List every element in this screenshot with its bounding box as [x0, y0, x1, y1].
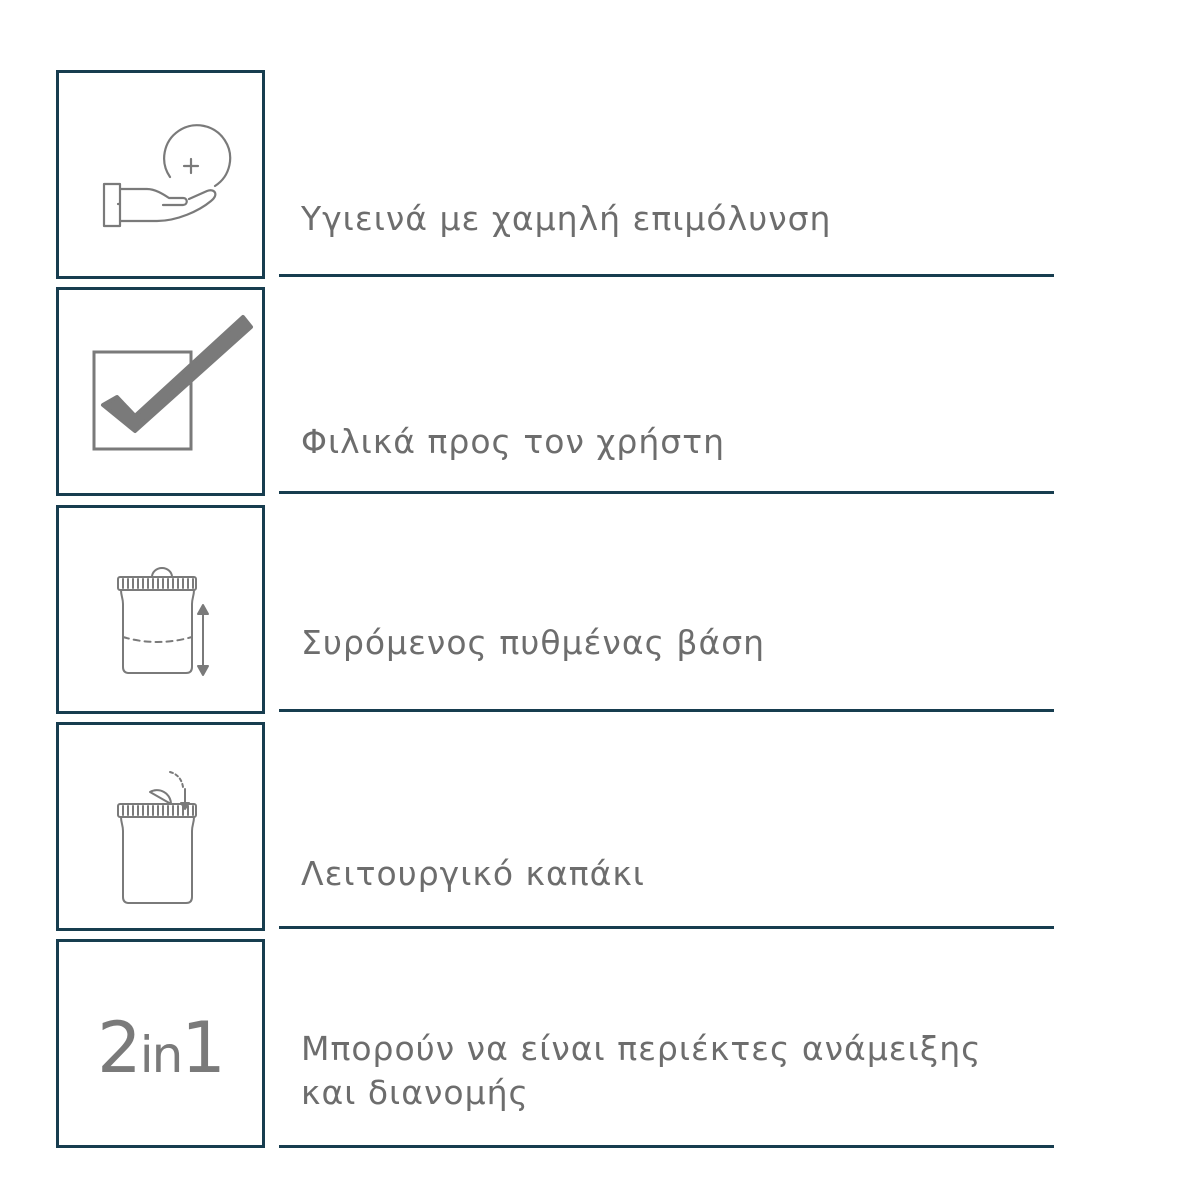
feature-row-sliding-base	[56, 505, 1054, 712]
feature-row-hygiene	[56, 70, 1054, 277]
feature-row-user-friendly	[56, 287, 1054, 494]
icon-frame	[56, 70, 265, 279]
feature-label-line: και διανομής	[301, 1073, 529, 1112]
feature-label: Συρόμενος πυθμένας βάση	[301, 623, 766, 662]
feature-label-line: Μπορούν να είναι περιέκτες ανάμειξης	[301, 1029, 982, 1068]
divider-line	[279, 926, 1054, 929]
divider-line	[279, 491, 1054, 494]
checkbox-check-icon	[59, 290, 262, 493]
two-in-one-word: in	[139, 1026, 182, 1084]
icon-frame	[56, 722, 265, 931]
feature-row-lid	[56, 722, 1054, 929]
two-in-one-digit: 1	[181, 1007, 224, 1089]
two-in-one-digit: 2	[97, 1007, 140, 1089]
two-in-one-icon	[59, 1007, 262, 1101]
container-lid-icon	[59, 725, 262, 928]
divider-line	[279, 1145, 1054, 1148]
icon-frame	[56, 939, 265, 1148]
icon-frame	[56, 287, 265, 496]
divider-line	[279, 274, 1054, 277]
container-sliding-base-icon	[59, 508, 262, 711]
hygiene-hand-icon	[59, 73, 262, 276]
icon-frame	[56, 505, 265, 714]
feature-label	[301, 1027, 1044, 1115]
feature-row-two-in-one	[56, 939, 1054, 1148]
feature-label: Υγιεινά με χαμηλή επιμόλυνση	[301, 199, 832, 238]
divider-line	[279, 709, 1054, 712]
feature-label: Λειτουργικό καπάκι	[301, 854, 645, 893]
feature-label: Φιλικά προς τον χρήστη	[301, 422, 725, 461]
